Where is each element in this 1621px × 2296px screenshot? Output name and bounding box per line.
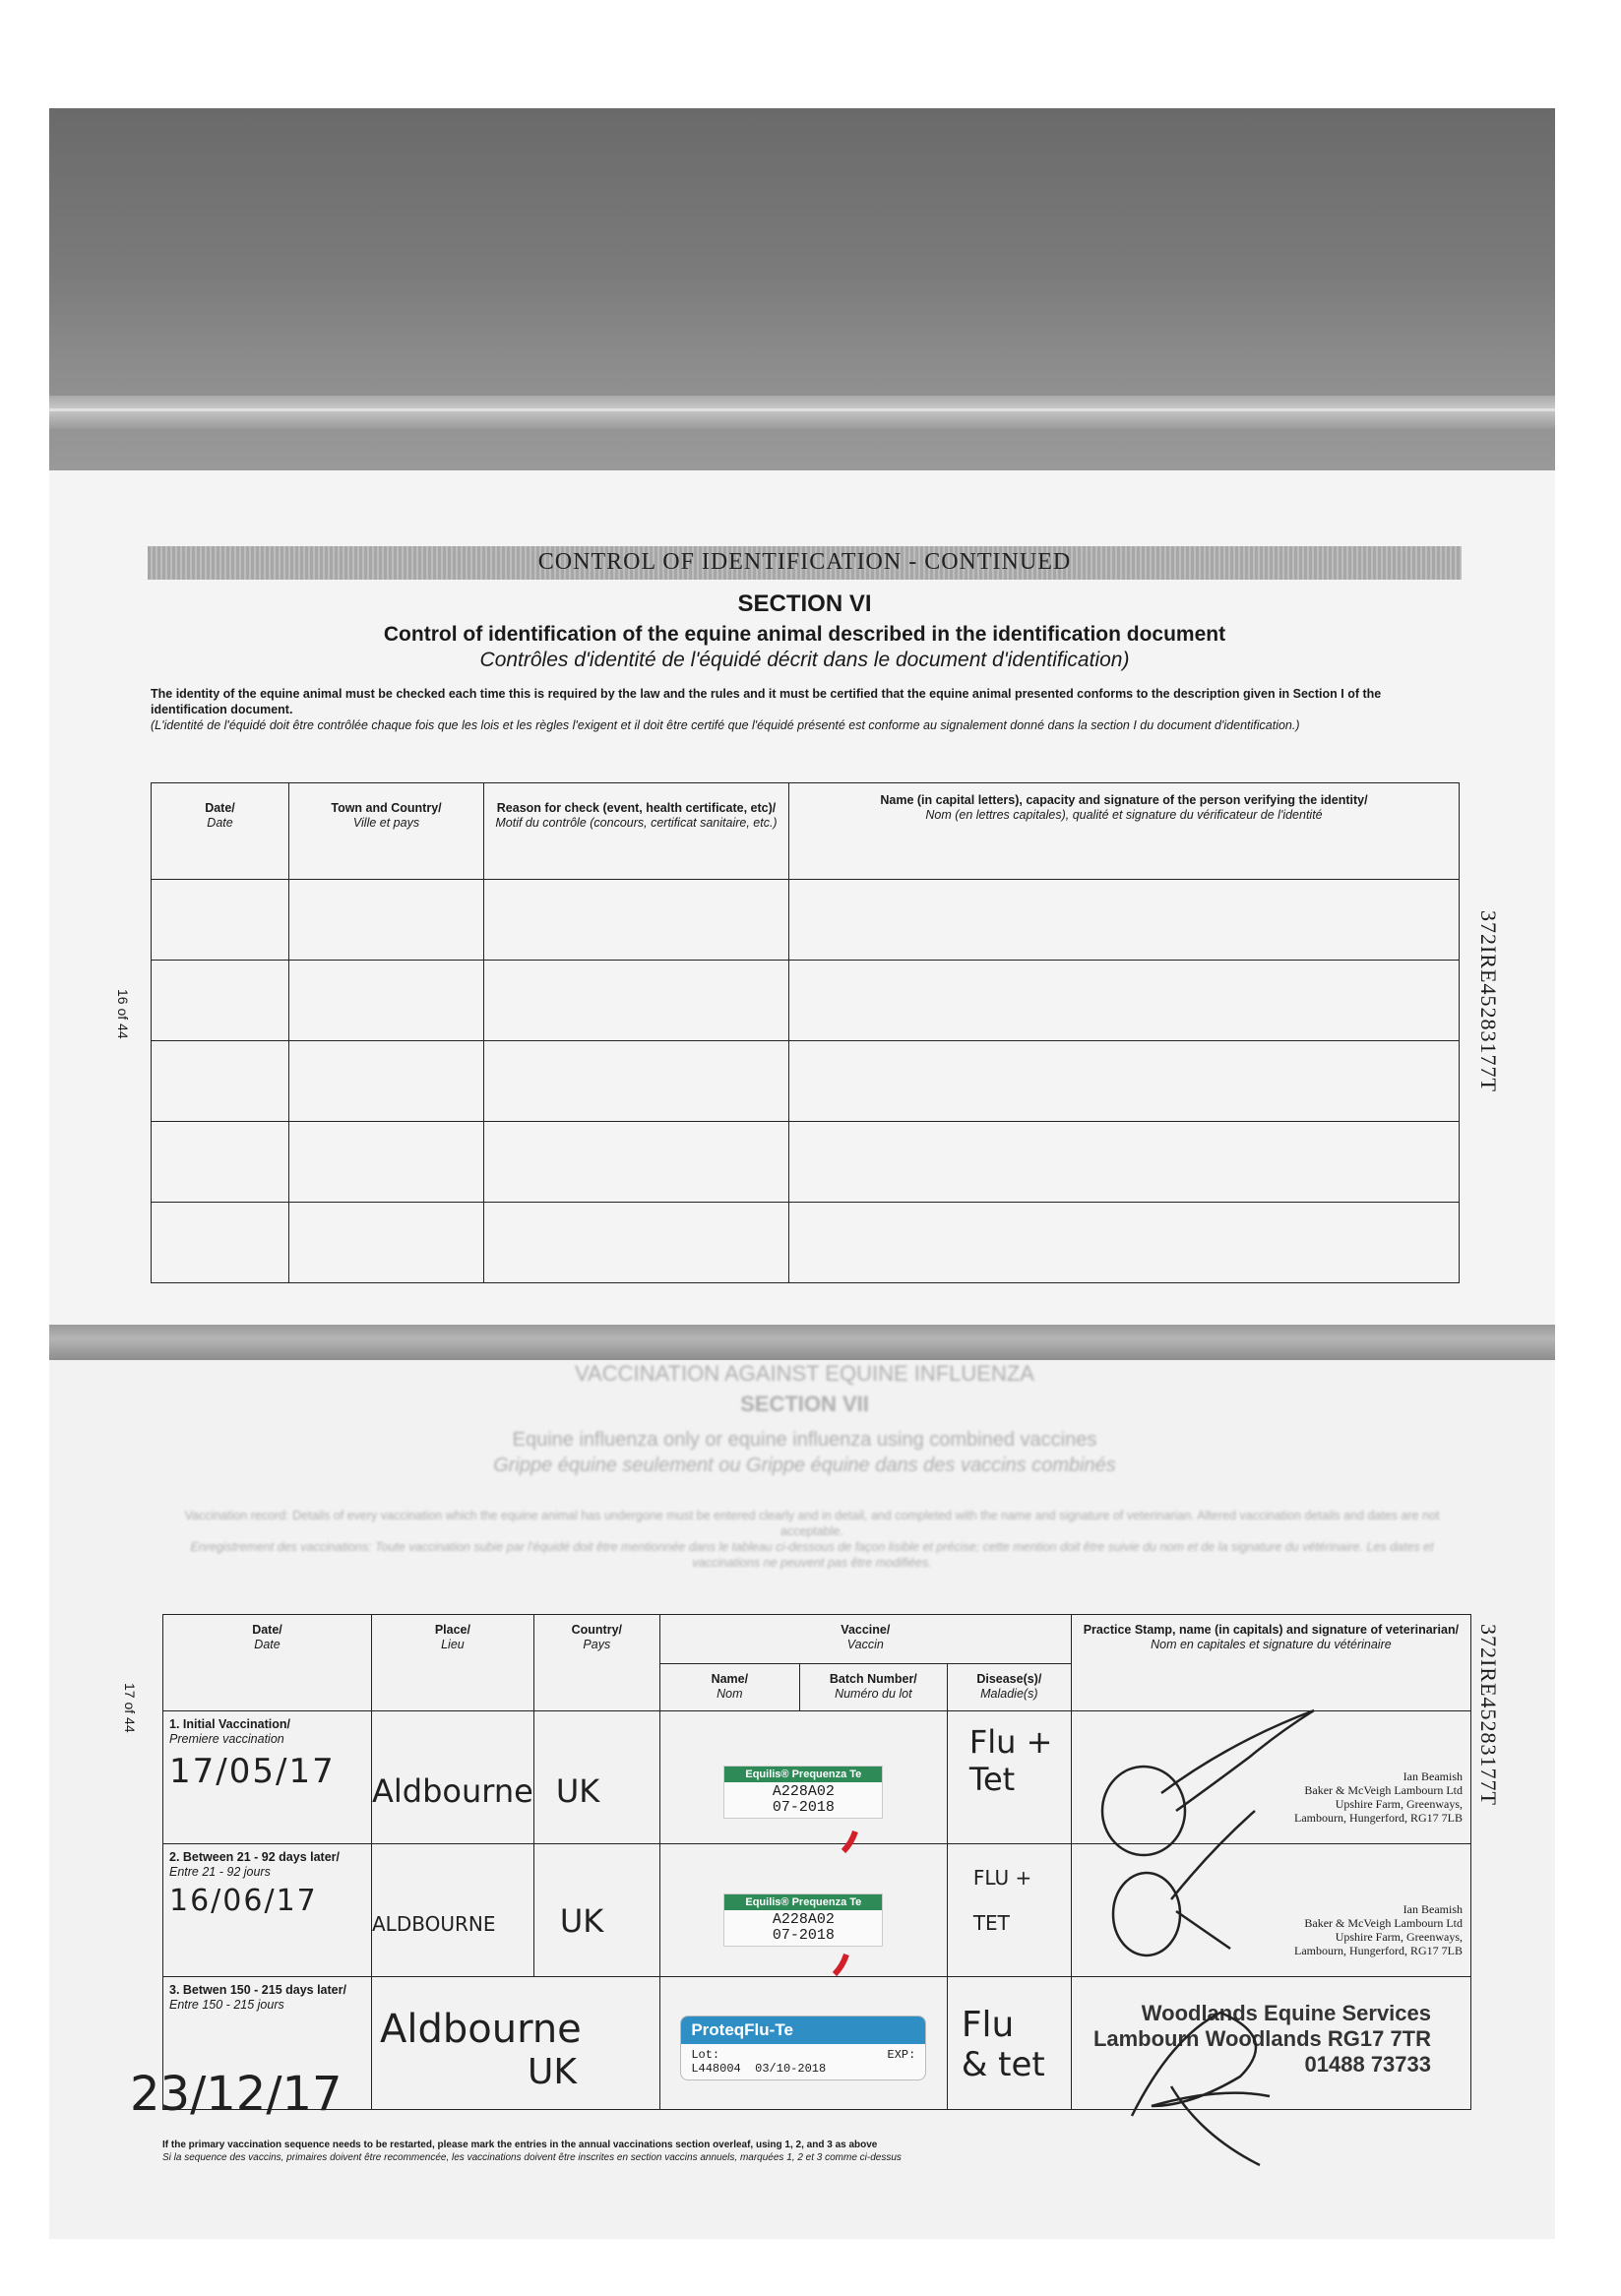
footnote-fr: Si la sequence des vaccins, primaires doivent être recommencée, les vaccinations doivent être inscrites en section vaccins annuels, marquées 1, 2 et 3 comme ci-dessus <box>162 2152 902 2163</box>
table-row <box>152 961 1460 1041</box>
faded-par-en: Vaccination record: Details of every vaccination which the equine animal has undergone must be entered clearly and in detail, and completed with the name and signature of veterinarian. Altered vaccination details and dates are not acceptable. <box>184 1509 1440 1538</box>
disease-value: & tet <box>961 2045 1045 2084</box>
table-row <box>152 1041 1460 1122</box>
date-value: 16/06/17 <box>169 1884 318 1918</box>
page-number-16: 16 of 44 <box>115 989 131 1039</box>
identity-check-table <box>151 782 1460 1283</box>
vacc-header-disease: Disease(s)/ Maladie(s) <box>947 1664 1071 1711</box>
signature-1 <box>1083 1703 1407 1968</box>
country-value: UK <box>528 2052 577 2092</box>
side-id-bottom: 372IRE45283177T <box>1476 1624 1501 1806</box>
table-row <box>152 1203 1460 1283</box>
table-row <box>152 880 1460 961</box>
header-verifier: Name (in capital letters), capacity and signature of the person verifying the identity/ Nom (en lettres capitales), qualité et signature du vérificateur de l'identité <box>789 783 1460 880</box>
intro-text <box>151 686 1460 733</box>
disease-value: FLU + <box>972 1866 1032 1890</box>
header-town-country: Town and Country/ Ville et pays <box>289 783 484 880</box>
faded-paragraph <box>157 1508 1466 1571</box>
disease-value: Flu <box>961 2005 1015 2045</box>
row-label-1: 1. Initial Vaccination/ Premiere vaccination 17/05/17 <box>163 1711 372 1844</box>
fold-shadow <box>49 396 1555 429</box>
vaccine-sticker: Equilis® Prequenza Te A228A02 07-2018 <box>723 1766 883 1819</box>
disease-value: Tet <box>968 1761 1016 1798</box>
scan-background <box>49 108 1555 472</box>
side-id-top: 372IRE45283177T <box>1476 910 1501 1092</box>
footnote <box>162 2139 1471 2164</box>
date-value-3: 23/12/17 <box>130 2067 343 2122</box>
practice-stamp: Woodlands Equine Services Lambourn Woodlands RG17 7TR 01488 73733 <box>1092 2001 1431 2077</box>
table-row <box>152 1122 1460 1203</box>
red-mark-1 <box>842 1826 859 1859</box>
vacc-header-batch: Batch Number/ Numéro du lot <box>799 1664 947 1711</box>
vacc-header-date: Date/ Date <box>163 1615 372 1711</box>
table-header-row <box>152 783 1460 880</box>
faded-band: VACCINATION AGAINST EQUINE INFLUENZA <box>575 1361 1034 1386</box>
date-value: 17/05/17 <box>169 1752 336 1791</box>
faded-subtitle-en: Equine influenza only or equine influenza using combined vaccines <box>512 1429 1097 1451</box>
page-number-17: 17 of 44 <box>122 1683 138 1733</box>
red-mark-2 <box>833 1949 850 1982</box>
vacc-header-country: Country/ Pays <box>533 1615 659 1711</box>
section-subtitle: Control of identification of the equine animal described in the identification document <box>383 623 1226 646</box>
intro-en: The identity of the equine animal must be checked each time this is required by the law and the rules and it must be certified that the equine animal presented conforms to the description given in Section I of the identification document. <box>151 687 1382 716</box>
disease-value: Flu + <box>968 1723 1053 1761</box>
faded-section-title: SECTION VII <box>740 1392 869 1416</box>
vaccine-sticker: Equilis® Prequenza Te A228A02 07-2018 <box>723 1893 883 1947</box>
book-gutter <box>49 1325 1555 1360</box>
disease-value: TET <box>972 1911 1010 1935</box>
vet-stamp: Ian Beamish Baker & McVeigh Lambourn Ltd Upshire Farm, Greenways, Lambourn, Hungerford, RG17 7LB <box>1294 1902 1463 1957</box>
header-date: Date/ Date <box>152 783 289 880</box>
place-value: ALDBOURNE <box>372 1912 496 1936</box>
vacc-header-row-1 <box>163 1615 1471 1664</box>
section-subtitle-fr: Contrôles d'identité de l'équidé décrit dans le document d'identification) <box>479 649 1130 671</box>
vacc-header-place: Place/ Lieu <box>372 1615 534 1711</box>
section-title: SECTION VI <box>737 590 872 617</box>
vet-stamp: Ian Beamish Baker & McVeigh Lambourn Ltd Upshire Farm, Greenways, Lambourn, Hungerford, RG17 7LB <box>1294 1769 1463 1825</box>
place-value: Aldbourne <box>380 2007 582 2052</box>
footnote-en: If the primary vaccination sequence needs to be restarted, please mark the entries in the annual vaccinations section overleaf, using 1, 2, and 3 as above <box>162 2140 878 2150</box>
faded-subtitle-fr: Grippe équine seulement ou Grippe équine dans des vaccins combinés <box>493 1455 1116 1476</box>
faded-par-fr: Enregistrement des vaccinations: Toute vaccination subie par l'équidé doit être mentionnée dans le tableau ci-dessous de façon lisible et précise; cette mention doit être suivie du nom et de la signature du vétérinaire. Les dates et vaccinations ne peuvent pas être modifiées. <box>190 1540 1434 1570</box>
vacc-header-name: Name/ Nom <box>659 1664 799 1711</box>
vacc-header-vaccine: Vaccine/ Vaccin <box>659 1615 1071 1664</box>
intro-fr: (L'identité de l'équidé doit être contrôlée chaque fois que les lois et les règles l'exigent et il doit être certifé que l'équidé présenté est conforme au signalement donné dans la section I du document d'identification.) <box>151 718 1300 732</box>
row-label-2: 2. Between 21 - 92 days later/ Entre 21 - 92 jours 16/06/17 <box>163 1844 372 1977</box>
vacc-header-vet: Practice Stamp, name (in capitals) and signature of veterinarian/ Nom en capitales et signature du vétérinaire <box>1071 1615 1470 1711</box>
country-value: UK <box>555 1772 600 1810</box>
country-value: UK <box>559 1902 604 1940</box>
row-label-3: 3. Betwen 150 - 215 days later/ Entre 150 - 215 jours <box>163 1977 372 2110</box>
vaccine-sticker: ProteqFlu-Te Lot: EXP: L448004 03/10-2018 <box>680 2016 926 2080</box>
header-reason: Reason for check (event, health certificate, etc)/ Motif du contrôle (concours, certificat sanitaire, etc.) <box>484 783 789 880</box>
band-title: CONTROL OF IDENTIFICATION - CONTINUED <box>537 549 1072 575</box>
fold-line <box>49 408 1555 411</box>
place-value: Aldbourne <box>372 1772 533 1810</box>
